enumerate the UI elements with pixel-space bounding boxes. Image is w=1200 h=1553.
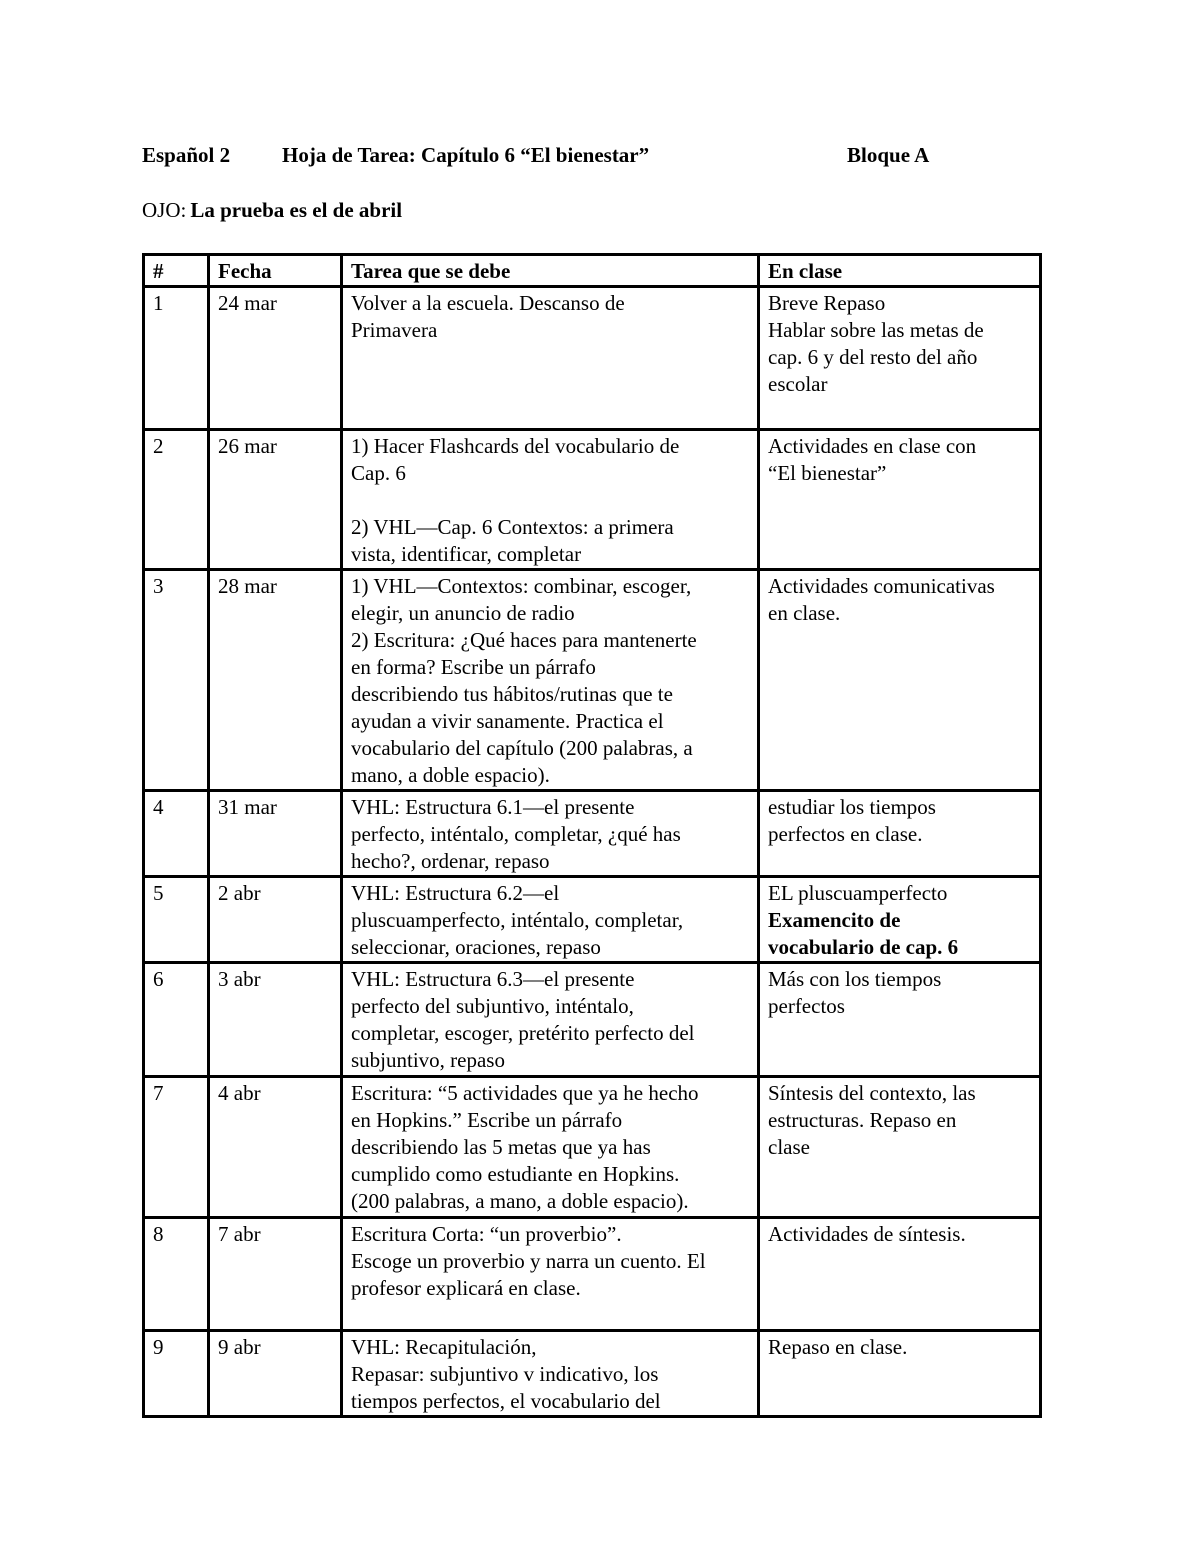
homework-line: describiendo las 5 metas que ya has	[351, 1135, 651, 1159]
table-row	[144, 430, 1041, 570]
exam-note	[142, 198, 402, 223]
homework-line: cumplido como estudiante en Hopkins.	[351, 1162, 680, 1186]
row-number: 2	[144, 430, 209, 570]
homework-line: hecho?, ordenar, repaso	[351, 849, 550, 873]
homework-line: describiendo tus hábitos/rutinas que te	[351, 682, 673, 706]
in-class-line: cap. 6 y del resto del año	[768, 345, 978, 369]
row-in-class	[759, 1218, 1041, 1331]
table-header-row	[144, 255, 1041, 287]
homework-line: vocabulario del capítulo (200 palabras, a	[351, 736, 693, 760]
homework-line: en Hopkins.” Escribe un párrafo	[351, 1108, 623, 1132]
row-number: 7	[144, 1077, 209, 1218]
column-header-date: Fecha	[209, 255, 342, 287]
row-date: 24 mar	[209, 287, 342, 430]
document-header	[142, 143, 1042, 173]
row-date: 26 mar	[209, 430, 342, 570]
sheet-title: Hoja de Tarea: Capítulo 6 “El bienestar”	[282, 143, 650, 167]
row-homework	[342, 287, 759, 430]
homework-line: (200 palabras, a mano, a doble espacio).	[351, 1189, 689, 1213]
homework-line: Repasar: subjuntivo v indicativo, los	[351, 1362, 659, 1386]
homework-line: subjuntivo, repaso	[351, 1048, 505, 1072]
in-class-line: “El bienestar”	[768, 461, 887, 485]
row-in-class	[759, 570, 1041, 791]
homework-line: perfecto, inténtalo, completar, ¿qué has	[351, 822, 681, 846]
row-homework	[342, 791, 759, 877]
table-row	[144, 791, 1041, 877]
blank-line	[351, 487, 749, 514]
row-number: 6	[144, 963, 209, 1077]
homework-line: VHL: Estructura 6.2—el	[351, 881, 560, 905]
homework-line: Primavera	[351, 318, 438, 342]
row-date: 7 abr	[209, 1218, 342, 1331]
in-class-line: perfectos	[768, 994, 845, 1018]
homework-line: 2) Escritura: ¿Qué haces para mantenerte	[351, 628, 697, 652]
in-class-line: Actividades en clase con	[768, 434, 977, 458]
row-in-class	[759, 1077, 1041, 1218]
table-row	[144, 1331, 1041, 1417]
table-row	[144, 963, 1041, 1077]
in-class-line: Breve Repaso	[768, 291, 886, 315]
row-number: 5	[144, 877, 209, 963]
homework-line: seleccionar, oraciones, repaso	[351, 935, 601, 959]
block-label: Bloque A	[847, 143, 930, 167]
column-header-in-class: En clase	[759, 255, 1041, 287]
row-in-class	[759, 287, 1041, 430]
row-homework	[342, 1331, 759, 1417]
table-row	[144, 570, 1041, 791]
in-class-line: EL pluscuamperfecto	[768, 881, 948, 905]
table-row	[144, 1218, 1041, 1331]
row-in-class	[759, 430, 1041, 570]
row-number: 4	[144, 791, 209, 877]
homework-line: perfecto del subjuntivo, inténtalo,	[351, 994, 634, 1018]
column-header-homework: Tarea que se debe	[342, 255, 759, 287]
quiz-notice-line: vocabulario de cap. 6	[768, 935, 959, 959]
in-class-line: perfectos en clase.	[768, 822, 923, 846]
homework-line: 1) Hacer Flashcards del vocabulario de	[351, 434, 680, 458]
row-homework	[342, 1218, 759, 1331]
homework-line: Escritura Corta: “un proverbio”.	[351, 1222, 622, 1246]
in-class-line: escolar	[768, 372, 828, 396]
in-class-line: en clase.	[768, 601, 841, 625]
homework-line: mano, a doble espacio).	[351, 763, 550, 787]
homework-line: 2) VHL—Cap. 6 Contextos: a primera	[351, 515, 674, 539]
in-class-line: Actividades comunicativas	[768, 574, 995, 598]
row-homework	[342, 1077, 759, 1218]
row-in-class	[759, 791, 1041, 877]
in-class-line: clase	[768, 1135, 810, 1159]
homework-line: pluscuamperfecto, inténtalo, completar,	[351, 908, 684, 932]
table-row	[144, 877, 1041, 963]
homework-line: ayudan a vivir sanamente. Practica el	[351, 709, 664, 733]
homework-line: Escoge un proverbio y narra un cuento. El	[351, 1249, 706, 1273]
row-homework	[342, 877, 759, 963]
in-class-line: estudiar los tiempos	[768, 795, 936, 819]
row-number: 9	[144, 1331, 209, 1417]
row-number: 3	[144, 570, 209, 791]
in-class-line: Actividades de síntesis.	[768, 1222, 966, 1246]
row-number: 8	[144, 1218, 209, 1331]
row-date: 9 abr	[209, 1331, 342, 1417]
homework-line: VHL: Estructura 6.1—el presente	[351, 795, 635, 819]
row-homework	[342, 570, 759, 791]
row-in-class	[759, 1331, 1041, 1417]
homework-line: completar, escoger, pretérito perfecto del	[351, 1021, 695, 1045]
homework-line: vista, identificar, completar	[351, 542, 582, 566]
homework-line: VHL: Estructura 6.3—el presente	[351, 967, 635, 991]
homework-line: tiempos perfectos, el vocabulario del	[351, 1389, 661, 1413]
table-row	[144, 287, 1041, 430]
note-label: OJO:	[142, 198, 187, 222]
in-class-line: estructuras. Repaso en	[768, 1108, 957, 1132]
in-class-line: Síntesis del contexto, las	[768, 1081, 976, 1105]
row-in-class	[759, 877, 1041, 963]
in-class-line: Hablar sobre las metas de	[768, 318, 984, 342]
row-date: 4 abr	[209, 1077, 342, 1218]
note-text: La prueba es el de abril	[190, 198, 403, 222]
row-date: 2 abr	[209, 877, 342, 963]
homework-line: 1) VHL—Contextos: combinar, escoger,	[351, 574, 692, 598]
quiz-notice-line: Examencito de	[768, 908, 901, 932]
homework-line: profesor explicará en clase.	[351, 1276, 581, 1300]
homework-line: elegir, un anuncio de radio	[351, 601, 575, 625]
homework-line: Cap. 6	[351, 461, 406, 485]
row-date: 28 mar	[209, 570, 342, 791]
row-homework	[342, 963, 759, 1077]
homework-table	[142, 253, 1042, 1418]
homework-line: en forma? Escribe un párrafo	[351, 655, 596, 679]
course-name: Español 2	[142, 143, 231, 167]
row-date: 3 abr	[209, 963, 342, 1077]
table-row	[144, 1077, 1041, 1218]
column-header-number: #	[144, 255, 209, 287]
homework-line: Escritura: “5 actividades que ya he hecho	[351, 1081, 699, 1105]
row-date: 31 mar	[209, 791, 342, 877]
homework-line: Volver a la escuela. Descanso de	[351, 291, 625, 315]
in-class-line: Más con los tiempos	[768, 967, 942, 991]
homework-line: VHL: Recapitulación,	[351, 1335, 537, 1359]
row-number: 1	[144, 287, 209, 430]
row-in-class	[759, 963, 1041, 1077]
row-homework	[342, 430, 759, 570]
in-class-line: Repaso en clase.	[768, 1335, 908, 1359]
